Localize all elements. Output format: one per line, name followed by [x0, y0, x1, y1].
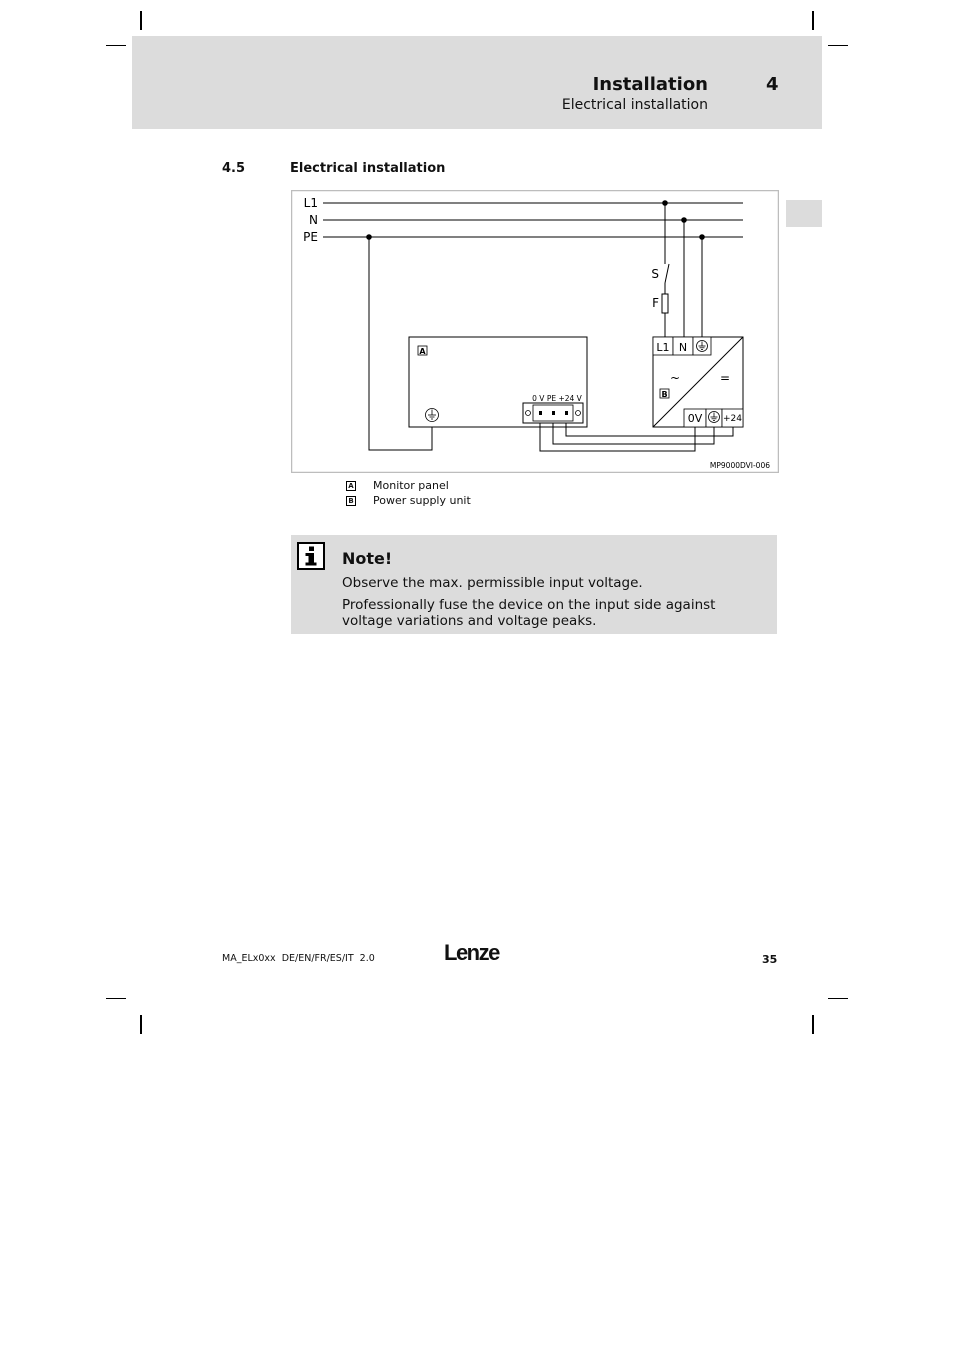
psu-terminal-plus24: +24 — [723, 414, 742, 424]
fuse-symbol — [662, 294, 668, 313]
box-a-marker: A — [419, 347, 426, 356]
crop-mark — [140, 1015, 142, 1034]
psu-terminal-n: N — [678, 341, 688, 354]
crop-mark — [828, 998, 848, 999]
legend-text: Monitor panel — [373, 479, 449, 492]
crop-mark — [812, 1015, 814, 1034]
earth-icon — [697, 341, 708, 352]
note-box — [291, 535, 777, 634]
page-title: Installation — [592, 74, 708, 95]
chapter-number: 4 — [766, 74, 779, 95]
line-label-pe: PE — [303, 230, 318, 244]
legend-item — [346, 479, 449, 492]
switch-label: S — [651, 267, 659, 281]
crop-mark — [812, 11, 814, 30]
legend-marker: B — [346, 496, 356, 506]
figure-id: MP9000DVI-006 — [709, 461, 770, 470]
footer-doc-id: MA_ELx0xx DE/EN/FR/ES/IT 2.0 — [222, 953, 375, 964]
crop-mark — [106, 45, 126, 46]
note-text: Professionally fuse the device on the input side against voltage variations and voltage peaks. — [342, 597, 716, 629]
legend-item — [346, 494, 471, 507]
box-b-marker: B — [661, 390, 668, 399]
psu-terminal-0v: 0V — [687, 412, 703, 425]
note-title: Note! — [342, 549, 393, 568]
info-icon — [297, 542, 325, 570]
page-number: 35 — [762, 953, 778, 966]
section-number: 4.5 — [222, 161, 246, 176]
section-title: Electrical installation — [290, 161, 446, 176]
legend-text: Power supply unit — [373, 494, 471, 507]
note-text: Observe the max. permissible input voltage. — [342, 575, 643, 591]
legend-marker: A — [346, 481, 356, 491]
crop-mark — [106, 998, 126, 999]
crop-mark — [140, 11, 142, 30]
header-band — [132, 36, 822, 129]
line-label-l1: L1 — [303, 196, 318, 210]
connector-label: 0 V PE +24 V — [532, 394, 582, 403]
earth-icon — [426, 409, 439, 422]
page-subtitle: Electrical installation — [561, 97, 708, 113]
lenze-logo: Lenze — [444, 940, 499, 965]
fuse-label: F — [652, 296, 659, 310]
earth-icon — [709, 412, 720, 423]
dc-symbol: = — [719, 371, 731, 385]
crop-mark — [828, 45, 848, 46]
chapter-side-tab — [786, 200, 822, 227]
wiring-diagram — [291, 190, 779, 473]
ac-symbol: ~ — [669, 371, 681, 385]
psu-terminal-l1: L1 — [656, 341, 670, 354]
line-label-n: N — [309, 213, 318, 227]
